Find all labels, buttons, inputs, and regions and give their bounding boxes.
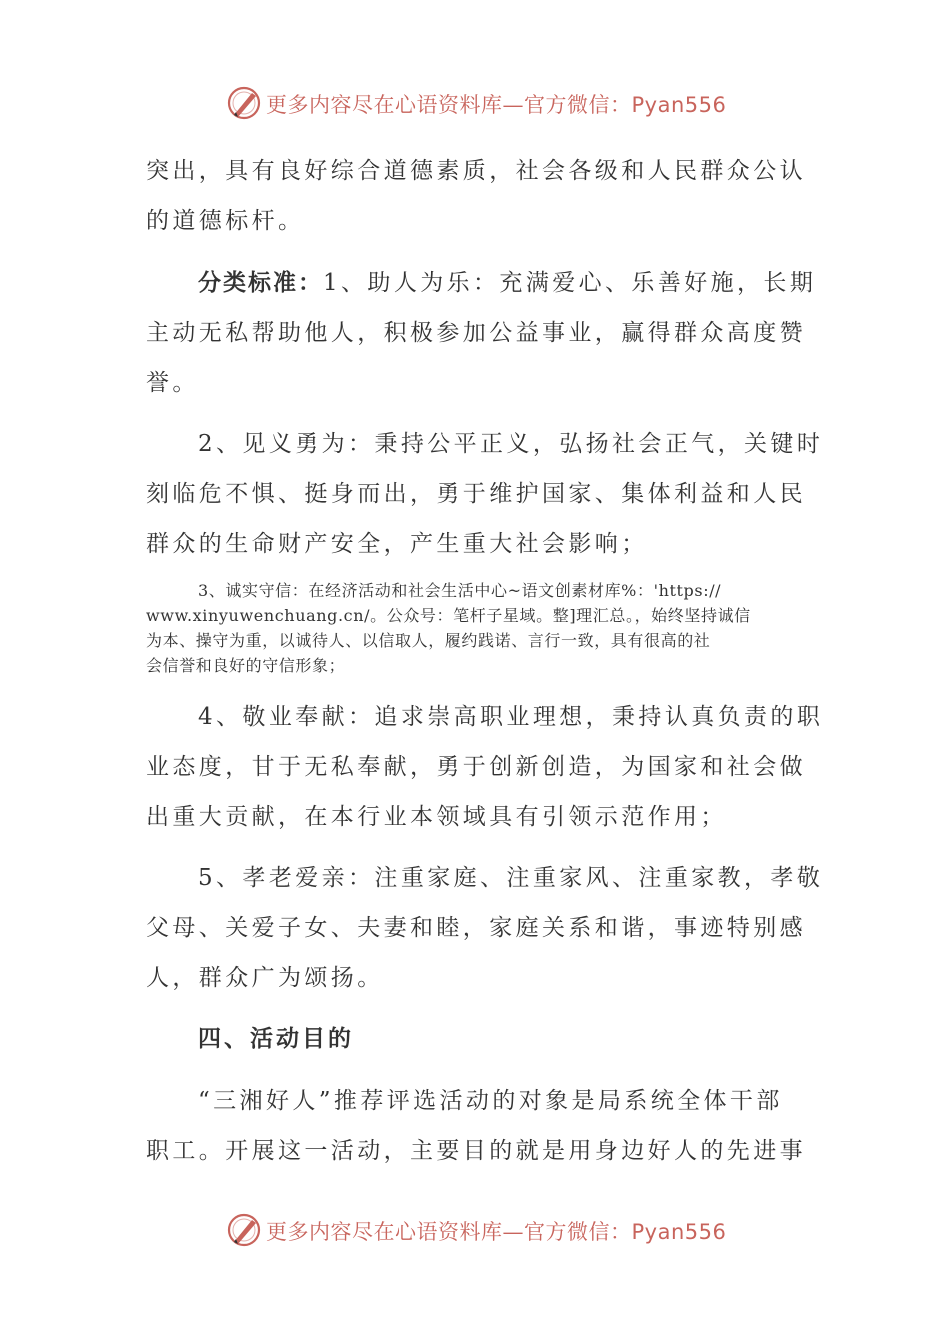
paragraph-7 (146, 1076, 806, 1176)
text-line: 父母、关爱子女、夫妻和睦，家庭关系和谐，事迹特别感 (146, 915, 806, 941)
text-line: 主动无私帮助他人，积极参加公益事业，赢得群众高度赞 (146, 320, 806, 346)
text-line: “三湘好人”推荐评选活动的对象是局系统全体干部 (198, 1088, 783, 1114)
paragraph-5 (146, 692, 824, 842)
text-line: 2、见义勇为：秉持公平正义，弘扬社会正气，关键时 (198, 431, 824, 457)
footer-text: 更多内容尽在心语资料库—官方微信：Pyan556 (266, 1220, 727, 1244)
text-line: 刻临危不惧、挺身而出，勇于维护国家、集体利益和人民 (146, 481, 806, 507)
text-line: 群众的生命财产安全，产生重大社会影响； (146, 531, 648, 557)
text-line: 人，群众广为颂扬。 (146, 965, 384, 991)
text-line: 为本、操守为重，以诚待人、以信取人，履约践诺、言行一致，具有很高的社 (146, 631, 711, 650)
section-heading: 四、活动目的 (198, 1026, 354, 1052)
paragraph-4 (146, 578, 810, 678)
wechat-id: Pyan556 (631, 1220, 727, 1244)
text-line: 分类标准：1、助人为乐：充满爱心、乐善好施，长期 (198, 270, 817, 296)
footer-banner (0, 1210, 950, 1250)
paragraph-1 (146, 146, 806, 246)
text-line: 职工。开展这一活动，主要目的就是用身边好人的先进事 (146, 1138, 806, 1164)
header-banner (0, 83, 950, 123)
text-line: 会信誉和良好的守信形象； (146, 656, 346, 675)
paragraph-6 (146, 853, 824, 1003)
text-line: 出重大贡献，在本行业本领域具有引领示范作用； (146, 804, 727, 830)
text-line: www.xinyuwenchuang.cn/。公众号：笔杆子星域。整]理汇总。，始终坚持诚信 (146, 606, 751, 625)
pen-logo-icon (226, 1212, 262, 1248)
wechat-id: Pyan556 (631, 93, 727, 117)
text-line: 誉。 (146, 370, 199, 396)
text-line: 3、诚实守信：在经济活动和社会生活中心~语文创素材库%：'https:// (198, 581, 722, 600)
header-text: 更多内容尽在心语资料库—官方微信：Pyan556 (266, 93, 727, 117)
text-line: 突出，具有良好综合道德素质，社会各级和人民群众公认 (146, 158, 806, 184)
text-line: 业态度，甘于无私奉献，勇于创新创造，为国家和社会做 (146, 754, 806, 780)
text-line: 5、孝老爱亲：注重家庭、注重家风、注重家教，孝敬 (198, 865, 824, 891)
category-label: 分类标准： (198, 270, 323, 296)
pen-logo-icon (226, 85, 262, 121)
paragraph-3 (146, 419, 824, 569)
text-line: 4、敬业奉献：追求崇高职业理想，秉持认真负责的职 (198, 704, 824, 730)
text-line: 的道德标杆。 (146, 208, 305, 234)
paragraph-2 (146, 258, 817, 408)
